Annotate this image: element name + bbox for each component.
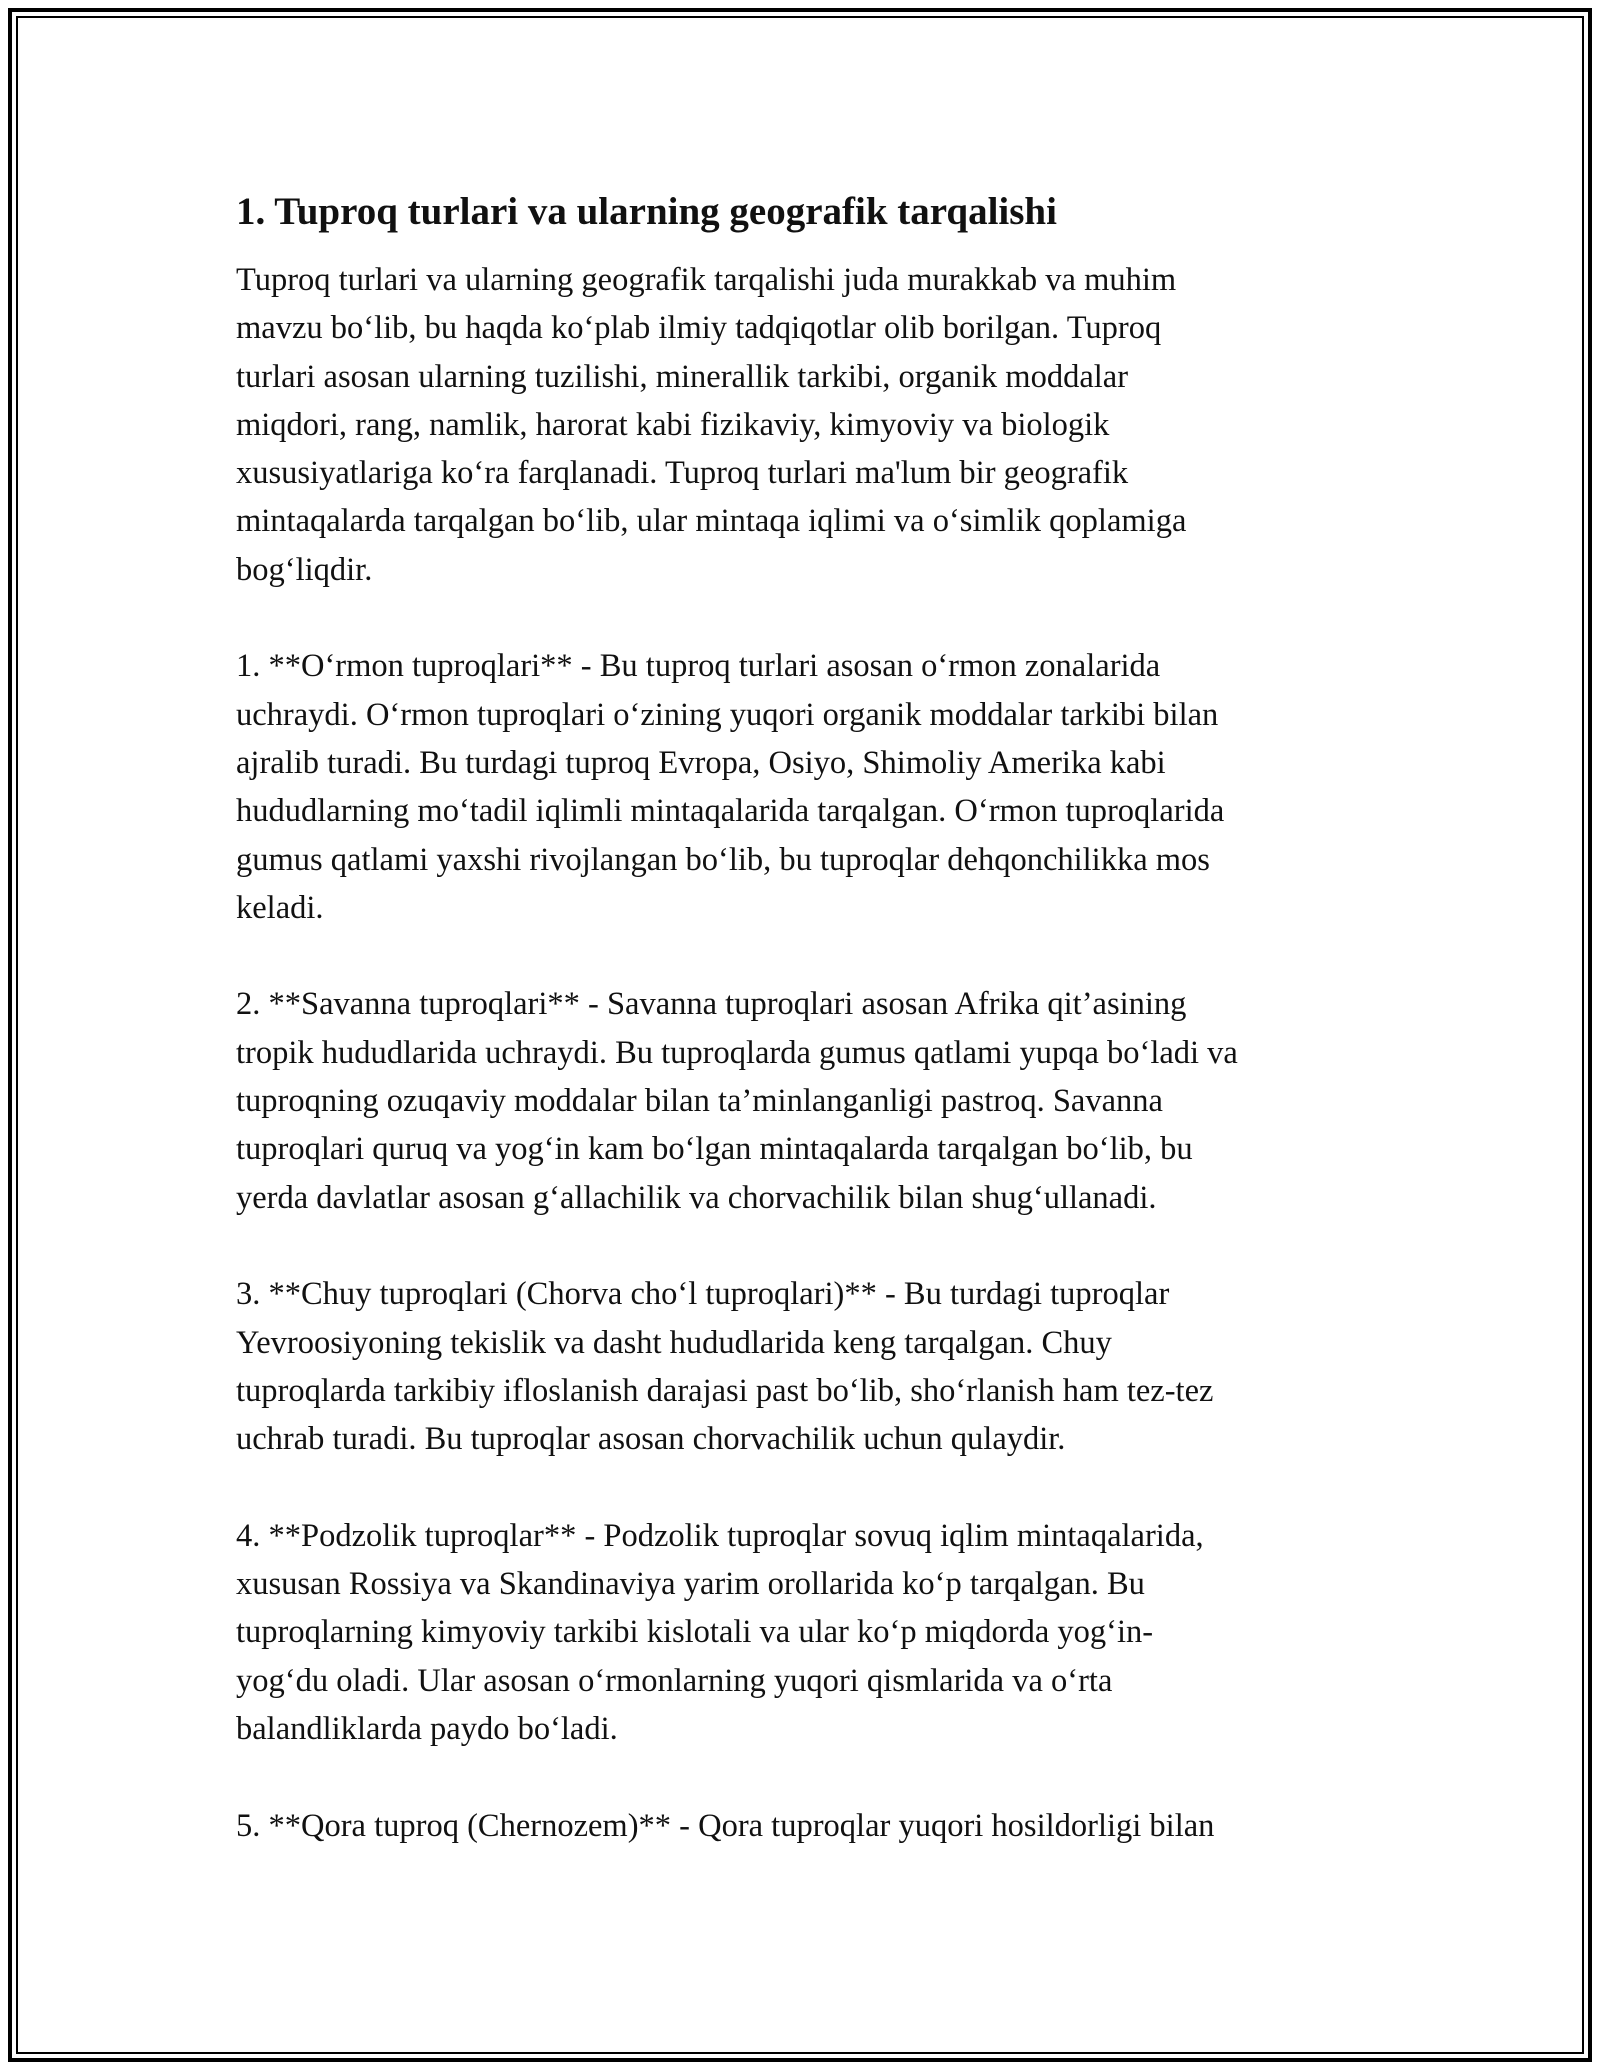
text-line: ajralib turadi. Bu turdagi tuproq Evropa, Osiyo, Shimoliy Amerika kabi bbox=[236, 744, 1166, 781]
text-line: mintaqalarda tarqalgan boʻlib, ular mintaqa iqlimi va oʻsimlik qoplamiga bbox=[236, 503, 1187, 540]
list-item-savanna-soils bbox=[236, 980, 1386, 1221]
text-line: tuproqlari quruq va yogʻin kam boʻlgan mintaqalarda tarqalgan boʻlib, bu bbox=[236, 1131, 1193, 1168]
text-line: yogʻdu oladi. Ular asosan oʻrmonlarning yuqori qismlarida va oʻrta bbox=[236, 1662, 1113, 1699]
document-body bbox=[236, 186, 1386, 1898]
text-line: uchraydi. Oʻrmon tuproqlari oʻzining yuqori organik moddalar tarkibi bilan bbox=[236, 696, 1219, 733]
text-line: 2. **Savanna tuproqlari** - Savanna tuproqlari asosan Afrika qit’asining bbox=[236, 986, 1187, 1023]
text-line: yerda davlatlar asosan gʻallachilik va chorvachilik bilan shugʻullanadi. bbox=[236, 1179, 1157, 1216]
text-line: tuproqlarning kimyoviy tarkibi kislotali va ular koʻp miqdorda yogʻin- bbox=[236, 1614, 1154, 1651]
text-line: keladi. bbox=[236, 889, 324, 926]
text-line: 5. **Qora tuproq (Chernozem)** - Qora tuproqlar yuqori hosildorligi bilan bbox=[236, 1807, 1215, 1844]
list-item-podzolic-soils bbox=[236, 1512, 1386, 1753]
text-line: 4. **Podzolik tuproqlar** - Podzolik tuproqlar sovuq iqlim mintaqalarida, bbox=[236, 1517, 1204, 1554]
intro-paragraph bbox=[236, 256, 1386, 594]
text-line: mavzu boʻlib, bu haqda koʻplab ilmiy tadqiqotlar olib borilgan. Tuproq bbox=[236, 310, 1162, 347]
section-heading: 1. Tuproq turlari va ularning geografik tarqalishi bbox=[236, 190, 1057, 233]
text-line: 1. **Oʻrmon tuproqlari** - Bu tuproq turlari asosan oʻrmon zonalarida bbox=[236, 648, 1161, 685]
list-item-chuy-soils bbox=[236, 1270, 1386, 1463]
text-line: Tuproq turlari va ularning geografik tarqalishi juda murakkab va muhim bbox=[236, 262, 1177, 298]
text-line: Yevroosiyoning tekislik va dasht hududlarida keng tarqalgan. Chuy bbox=[236, 1324, 1112, 1361]
text-line: miqdori, rang, namlik, harorat kabi fizikaviy, kimyoviy va biologik bbox=[236, 406, 1110, 443]
text-line: tuproqning ozuqaviy moddalar bilan ta’minlanganligi pastroq. Savanna bbox=[236, 1083, 1163, 1120]
list-item-forest-soils bbox=[236, 642, 1386, 932]
text-line: bogʻliqdir. bbox=[236, 551, 373, 588]
text-line: hududlarning moʻtadil iqlimli mintaqalarida tarqalgan. Oʻrmon tuproqlarida bbox=[236, 793, 1225, 830]
text-line: gumus qatlami yaxshi rivojlangan boʻlib, bu tuproqlar dehqonchilikka mos bbox=[236, 841, 1210, 878]
list-item-black-soil bbox=[236, 1802, 1386, 1850]
text-line: xususiyatlariga koʻra farqlanadi. Tuproq turlari ma'lum bir geografik bbox=[236, 455, 1129, 492]
text-line: turlari asosan ularning tuzilishi, minerallik tarkibi, organik moddalar bbox=[236, 358, 1129, 395]
text-line: tropik hududlarida uchraydi. Bu tuproqlarda gumus qatlami yupqa boʻladi va bbox=[236, 1034, 1238, 1071]
text-line: balandliklarda paydo boʻladi. bbox=[236, 1710, 618, 1747]
text-line: xususan Rossiya va Skandinaviya yarim orollarida koʻp tarqalgan. Bu bbox=[236, 1566, 1145, 1603]
text-line: 3. **Chuy tuproqlari (Chorva choʻl tuproqlari)** - Bu turdagi tuproqlar bbox=[236, 1276, 1170, 1313]
text-line: tuproqlarda tarkibiy ifloslanish darajasi past boʻlib, shoʻrlanish ham tez-tez bbox=[236, 1372, 1214, 1409]
text-line: uchrab turadi. Bu tuproqlar asosan chorvachilik uchun qulaydir. bbox=[236, 1421, 1066, 1458]
